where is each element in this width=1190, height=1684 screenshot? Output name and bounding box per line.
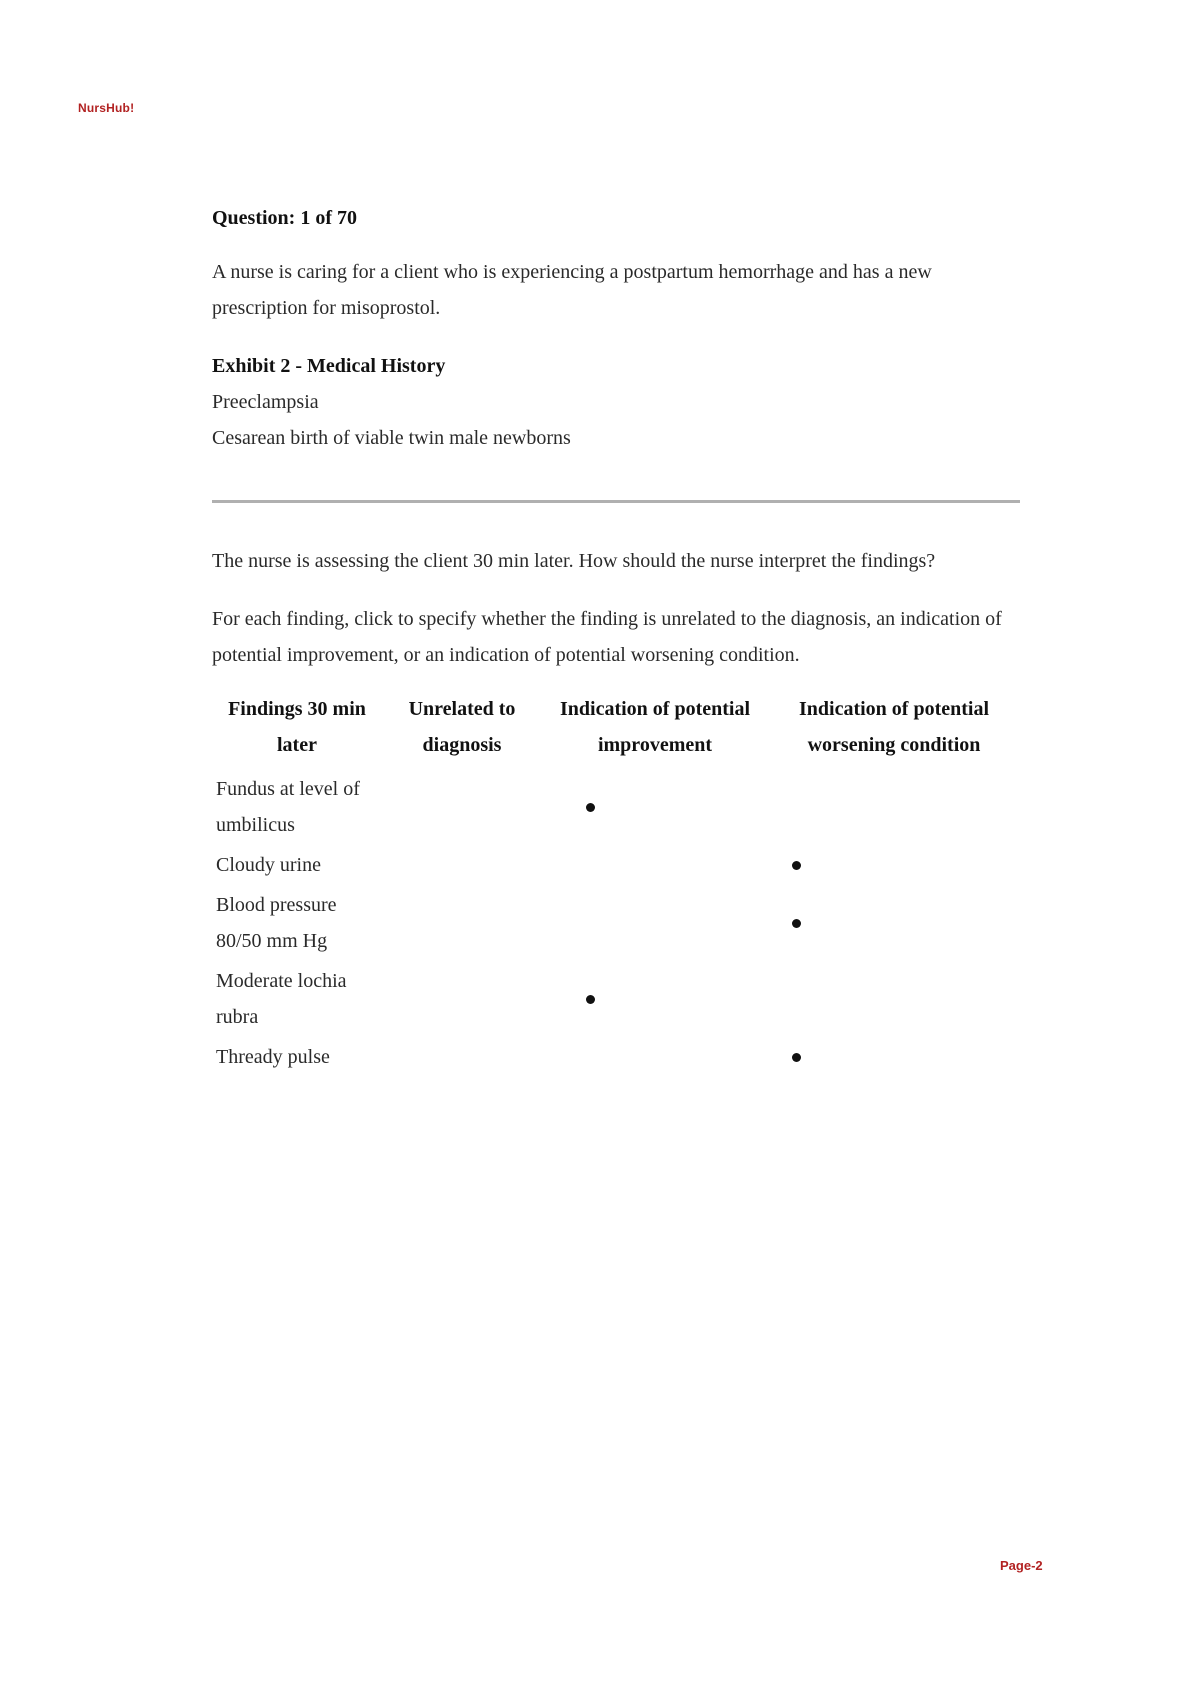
- instructions-text: For each finding, click to specify whether the finding is unrelated to the diagnosis, an indication of potential improvement, or an indication of potential worsening condition.: [212, 608, 1002, 666]
- choice-unrelated[interactable]: [382, 885, 542, 961]
- choice-worsening[interactable]: [768, 961, 1020, 1037]
- prompt-text: The nurse is assessing the client 30 min later. How should the nurse interpret the findings?: [212, 550, 936, 572]
- selected-radio-dot-icon: [586, 803, 595, 812]
- selected-radio-dot-icon: [792, 1053, 801, 1062]
- choice-improvement[interactable]: [542, 769, 768, 845]
- selected-radio-dot-icon: [586, 995, 595, 1004]
- choice-unrelated[interactable]: [382, 845, 542, 885]
- selected-radio-dot-icon: [792, 919, 801, 928]
- finding-label: Thready pulse: [216, 1046, 330, 1068]
- findings-table-body: [212, 769, 1020, 1077]
- brand-logo-text: NursHub!: [78, 101, 135, 115]
- column-header-unrelated: Unrelated to diagnosis: [408, 698, 516, 756]
- exhibit: [212, 348, 1020, 456]
- finding-label: Fundus at level of umbilicus: [216, 778, 360, 836]
- selected-radio-dot-icon: [792, 861, 801, 870]
- page-number: Page-2: [1000, 1558, 1043, 1573]
- finding-label: Cloudy urine: [216, 854, 321, 876]
- choice-improvement[interactable]: [542, 961, 768, 1037]
- choice-unrelated[interactable]: [382, 961, 542, 1037]
- choice-worsening[interactable]: [768, 885, 1020, 961]
- table-header-row: [212, 691, 1020, 769]
- finding-label: Moderate lochia rubra: [216, 970, 347, 1028]
- choice-worsening[interactable]: [768, 845, 1020, 885]
- question-stem: A nurse is caring for a client who is experiencing a postpartum hemorrhage and has a new prescription for misoprostol.: [212, 261, 932, 319]
- history-item: Preeclampsia: [212, 391, 319, 413]
- column-header-worsening: Indication of potential worsening condition: [798, 698, 990, 756]
- choice-worsening[interactable]: [768, 769, 1020, 845]
- history-item: Cesarean birth of viable twin male newborns: [212, 427, 571, 449]
- finding-label: Blood pressure 80/50 mm Hg: [216, 894, 337, 952]
- choice-unrelated[interactable]: [382, 1037, 542, 1077]
- choice-worsening[interactable]: [768, 1037, 1020, 1077]
- column-header-improvement: Indication of potential improvement: [559, 698, 751, 756]
- column-header-findings: Findings 30 min later: [228, 698, 366, 756]
- question-number: Question: 1 of 70: [212, 207, 357, 229]
- section-divider: [212, 500, 1020, 503]
- findings-matrix-table: [212, 691, 1020, 1077]
- question-content: [212, 200, 1020, 1077]
- table-row: [212, 1037, 1020, 1077]
- choice-unrelated[interactable]: [382, 769, 542, 845]
- table-row: [212, 769, 1020, 845]
- exhibit-title: Exhibit 2 - Medical History: [212, 355, 446, 377]
- table-row: [212, 961, 1020, 1037]
- choice-improvement[interactable]: [542, 1037, 768, 1077]
- choice-improvement[interactable]: [542, 845, 768, 885]
- table-row: [212, 885, 1020, 961]
- choice-improvement[interactable]: [542, 885, 768, 961]
- table-row: [212, 845, 1020, 885]
